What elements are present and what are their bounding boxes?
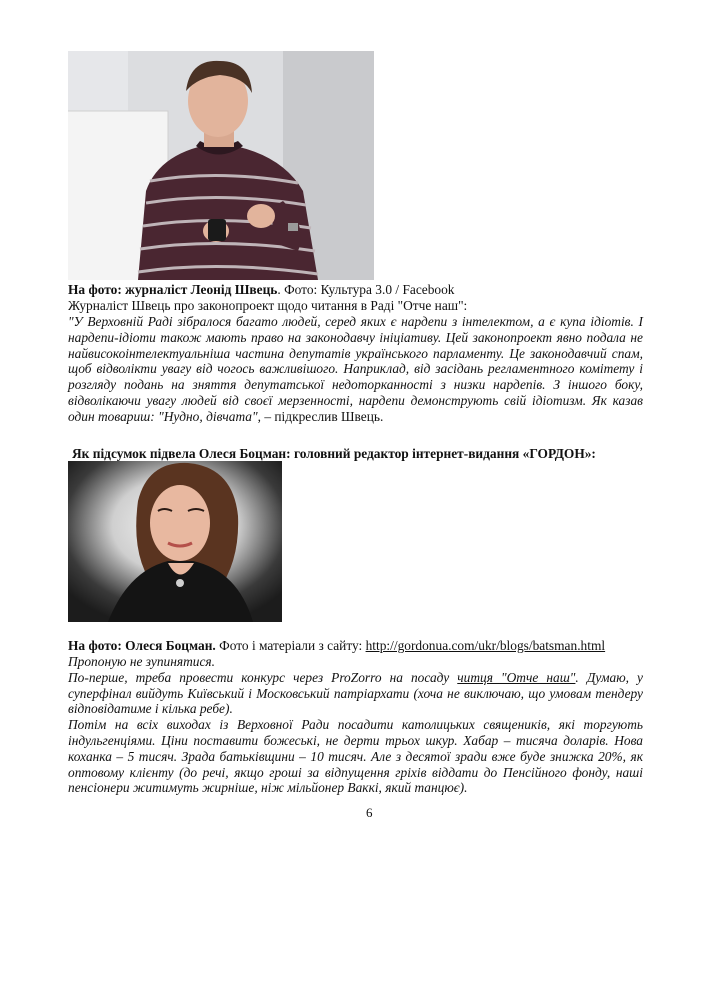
article1-quote-tail: , – підкреслив Швець.: [257, 408, 384, 424]
article2-heading: Як підсумок підвела Олеся Боцман: головний редактор інтернет-видання «ГОРДОН»:: [72, 446, 596, 461]
article2-paragraph-3: Потім на всіх виходах із Верховної Ради посадити католицьких священиків, які торгують індульгенціями. Ціни поставити божеські, не дерти трьох шкур. Хабар – тисяча доларів. Нова коханка – 5 тисяч. Зрада батьківщини – 10 тисяч. Але з десятої зради вже буде знижка 20%, як оптовому клієнту (до речі, якщо гроші за відпущення гріхів віддати до Пенсійного фонду, наші пенсіонери житимуть жирніше, ніж мільйонер Ваккі, який танцює).: [68, 717, 643, 796]
photo1-caption: [68, 282, 643, 298]
article1-quote-main: "У Верховній Раді зібралося багато людей, серед яких є нардепи з інтелектом, а є купа ідіотів. І нардепи-ідіоти також мають право на законодавчу ініціативу. Цей законопроект явно подала не найвисокоінтелектуальніша частина депутатів українського парламенту. Це законодавчий спам, щоб відволікти увагу від чогось важливішого. Наприклад, від засідань регламентного комітету і розгляду подань на зняття депутатської недоторканності з низки нардепів. З іншого боку, відволікаючи увагу людей від своєї мерзенності, нардепи демонструють свій ідіотизм. Як казав один товариш: "Нудно, дівчата": [68, 314, 643, 424]
photo1-caption-rest: . Фото: Культура 3.0 / Facebook: [277, 282, 455, 297]
photo-leonid-shvets: [68, 51, 374, 280]
article2-paragraph-2-after: . Думаю, у суперфінал вийдуть Київський і Московський патріархати (хоча не виключаю, що умовам тендеру відповідатиме і кілька ребе).: [68, 669, 643, 717]
page-number: 6: [366, 805, 373, 820]
portrait-man-illustration: [68, 51, 374, 280]
gordonua-link[interactable]: http://gordonua.com/ukr/blogs/batsman.html: [365, 638, 606, 653]
photo2-caption-bold: На фото: Олеся Боцман.: [68, 638, 216, 653]
reader-link[interactable]: читця "Отче наш": [457, 669, 576, 685]
article1-intro: Журналіст Швець про законопроект щодо читання в Раді "Отче наш":: [68, 298, 468, 313]
photo2-caption-rest: Фото і матеріали з сайту:: [215, 638, 366, 653]
article2-paragraph-2-before: По-перше, треба провести конкурс через ProZorro на посаду: [68, 669, 458, 685]
portrait-woman-illustration: [68, 461, 282, 622]
article2-paragraph-2: [68, 670, 643, 717]
article2-paragraph-1: Пропоную не зупинятися.: [68, 654, 215, 669]
photo-olesya-botsman: [68, 461, 282, 622]
article1-quote: [68, 314, 643, 425]
photo1-caption-bold: На фото: журналіст Леонід Швець: [68, 282, 278, 297]
photo2-caption: [68, 638, 643, 654]
article2-body: [68, 654, 643, 796]
